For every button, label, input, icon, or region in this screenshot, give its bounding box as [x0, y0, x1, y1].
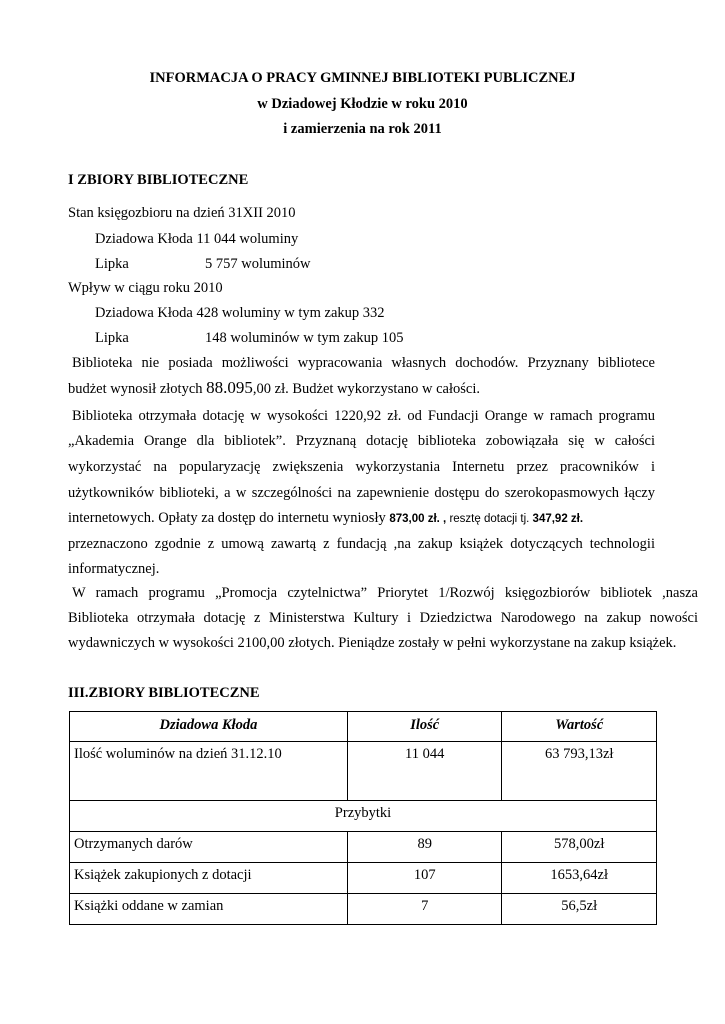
- table-row: [70, 863, 657, 894]
- para3-line-3: wydawniczych w wysokości 2100,00 złotych. Pieniądze zostały w pełni wykorzystane na zakup książek.: [68, 635, 677, 651]
- inflow-dziadowa-kloda: Dziadowa Kłoda 428 woluminy w tym zakup 332: [95, 305, 385, 321]
- collections-table: [69, 711, 657, 925]
- para2-line-4: użytkowników biblioteki, a w szczególności na zapewnienie dostępu do szerokopasmowych łączy: [68, 485, 655, 501]
- table-cell: 1653,64zł: [502, 863, 657, 894]
- table-row: [70, 742, 657, 801]
- document-title-line-1: INFORMACJA O PRACY GMINNEJ BIBLIOTEKI PUBLICZNEJ: [149, 70, 576, 86]
- table-cell: 89: [347, 832, 502, 863]
- collection-dziadowa-kloda: Dziadowa Kłoda 11 044 woluminy: [95, 231, 299, 247]
- para2-line-2: „Akademia Orange dla bibliotek”. Przyznaną dotację biblioteka zobowiązała się w całości: [68, 433, 655, 449]
- inflow-heading: Wpływ w ciągu roku 2010: [68, 280, 223, 296]
- table-cell: 7: [347, 894, 502, 925]
- table-cell: 107: [347, 863, 502, 894]
- table-cell: 63 793,13zł: [502, 742, 657, 801]
- table-cell: 578,00zł: [502, 832, 657, 863]
- inflow-lipka-value: 148 woluminów w tym zakup 105: [205, 330, 404, 346]
- table-cell: Otrzymanych darów: [70, 832, 348, 863]
- table-header-row: [70, 712, 657, 742]
- table-cell: 11 044: [347, 742, 502, 801]
- para3-line-2: Biblioteka otrzymała dotację z Ministerstwa Kultury i Dziedzictwa Narodowego na zakup nowości: [68, 610, 698, 626]
- para3-line-1: W ramach programu „Promocja czytelnictwa” Priorytet 1/Rozwój księgozbiorów bibliotek ,nasza: [72, 585, 698, 601]
- table-header: Ilość: [347, 712, 502, 742]
- table-cell: 56,5zł: [502, 894, 657, 925]
- remaining-grant: 347,92 zł.: [532, 513, 584, 525]
- table-header: Dziadowa Kłoda: [70, 712, 348, 742]
- para2-line-7: informatycznej.: [68, 561, 160, 577]
- section-1-heading: I ZBIORY BIBLIOTECZNE: [68, 172, 249, 188]
- para2-line-1: Biblioteka otrzymała dotację w wysokości 1220,92 zł. od Fundacji Orange w ramach programu: [72, 408, 655, 424]
- collection-lipka-value: 5 757 woluminów: [205, 256, 311, 272]
- collection-lipka-label: Lipka: [95, 256, 129, 272]
- document-title-line-3: i zamierzenia na rok 2011: [283, 121, 442, 137]
- collection-status: Stan księgozbioru na dzień 31XII 2010: [68, 205, 296, 221]
- table-cell: Ilość woluminów na dzień 31.12.10: [70, 742, 348, 801]
- table-row: [70, 832, 657, 863]
- table-cell: Książki oddane w zamian: [70, 894, 348, 925]
- para2-line-6: przeznaczono zgodnie z umową zawartą z fundacją ,na zakup książek dotyczących technologii: [68, 536, 655, 552]
- table-row: [70, 894, 657, 925]
- inflow-lipka-label: Lipka: [95, 330, 129, 346]
- para1-line-2: budżet wynosił złotych 88.095,00 zł. Budżet wykorzystano w całości.: [68, 378, 480, 397]
- table-cell: Książek zakupionych z dotacji: [70, 863, 348, 894]
- para2-line-5: internetowych. Opłaty za dostęp do internetu wyniosły 873,00 zł. , resztę dotacji tj. 347,92 zł.: [68, 510, 584, 526]
- para2-line-3: wykorzystać na popularyzację zwiększenia wykorzystania Internetu przez pracowników i: [68, 459, 655, 475]
- table-subheader-row: [70, 801, 657, 832]
- document-title-line-2: w Dziadowej Kłodzie w roku 2010: [257, 96, 468, 112]
- para1-line-1: Biblioteka nie posiada możliwości wypracowania własnych dochodów. Przyznany bibliotece: [72, 355, 655, 371]
- budget-amount: 88.095: [206, 378, 253, 397]
- table-subheader: Przybytki: [70, 801, 657, 832]
- table-header: Wartość: [502, 712, 657, 742]
- internet-cost: 873,00 zł. ,: [389, 513, 447, 525]
- section-3-heading: III.ZBIORY BIBLIOTECZNE: [68, 685, 260, 701]
